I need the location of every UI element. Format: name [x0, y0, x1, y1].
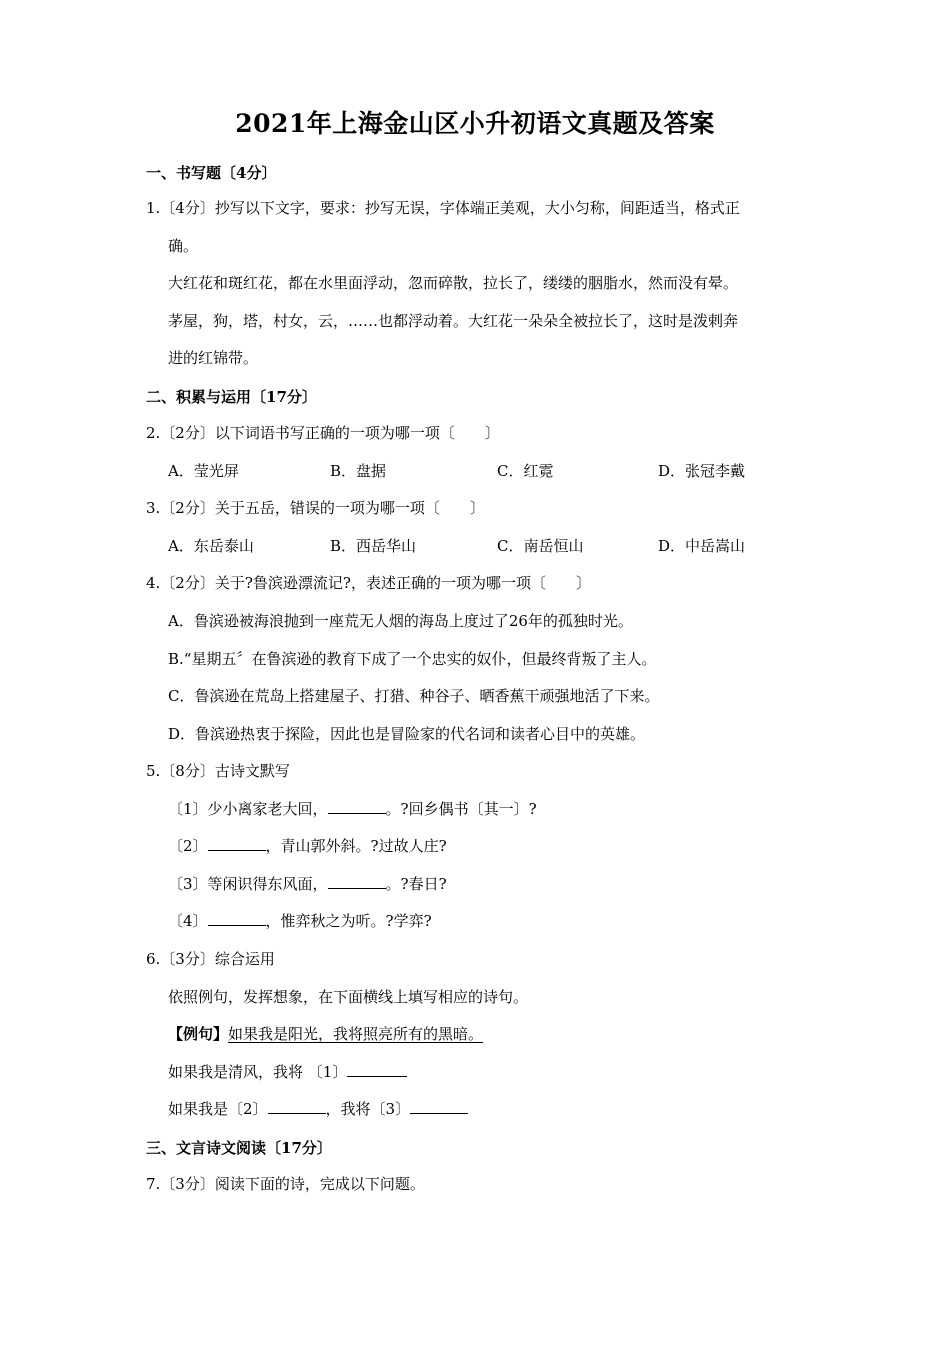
q5-item-3	[168, 874, 447, 894]
q4-option-b: B.“星期五〞在鲁滨逊的教育下成了一个忠实的奴仆，但最终背叛了主人。	[168, 650, 657, 668]
q5-item-4-post: ，惟弈秋之为听。?学弈?	[265, 912, 432, 930]
q6-example-label: 【例句】	[168, 1025, 229, 1043]
q2-option-b: B．盘据	[330, 462, 387, 480]
q7-stem: 7.〔3分〕阅读下面的诗，完成以下问题。	[146, 1175, 425, 1193]
q6-line-2	[168, 1099, 468, 1119]
q6-line-2-pre: 如果我是〔2〕	[168, 1100, 268, 1118]
q6-instruction: 依照例句，发挥想象，在下面横线上填写相应的诗句。	[168, 988, 529, 1006]
q1-passage-line1: 大红花和斑红花，都在水里面浮动，忽而碎散，拉长了，缕缕的胭脂水，然而没有晕。	[168, 274, 739, 292]
q5-item-3-pre: 〔3〕等闲识得东风面，	[168, 875, 328, 893]
q1-stem-line1: 1.〔4分〕抄写以下文字，要求：抄写无误，字体端正美观，大小匀称，间距适当，格式正	[146, 199, 740, 217]
q4-option-d: D．鲁滨逊热衷于探险，因此也是冒险家的代名词和读者心目中的英雄。	[168, 725, 646, 743]
section-heading-2: 二、积累与运用〔17分〕	[146, 388, 317, 406]
answer-blank[interactable]	[347, 1062, 407, 1077]
q3-stem: 3.〔2分〕关于五岳，错误的一项为哪一项〔 〕	[146, 499, 485, 517]
answer-blank[interactable]	[208, 911, 266, 926]
answer-blank[interactable]	[328, 799, 386, 814]
q2-option-c: C．红霓	[497, 462, 554, 480]
section-heading-1: 一、书写题〔4分〕	[146, 164, 277, 182]
q4-option-a: A．鲁滨逊被海浪抛到一座荒无人烟的海岛上度过了26年的孤独时光。	[168, 612, 633, 630]
q5-item-2	[168, 836, 447, 856]
q5-item-2-pre: 〔2〕	[168, 837, 208, 855]
q1-stem-line2: 确。	[168, 237, 199, 255]
q5-item-1-post: 。?回乡偶书〔其一〕?	[385, 800, 537, 818]
q2-option-d: D．张冠李戴	[658, 462, 746, 480]
q4-option-c: C．鲁滨逊在荒岛上搭建屋子、打猎、种谷子、晒香蕉干顽强地活了下来。	[168, 687, 660, 705]
q2-stem: 2.〔2分〕以下词语书写正确的一项为哪一项〔 〕	[146, 424, 500, 442]
q6-example	[168, 1024, 483, 1044]
q5-stem: 5.〔8分〕古诗文默写	[146, 762, 290, 780]
q6-example-text: 如果我是阳光，我将照亮所有的黑暗。	[228, 1025, 484, 1043]
q6-stem: 6.〔3分〕综合运用	[146, 950, 275, 968]
q3-option-d: D．中岳嵩山	[658, 537, 746, 555]
q1-passage-line3: 进的红锦带。	[168, 349, 259, 367]
q6-line-1	[168, 1062, 407, 1082]
answer-blank[interactable]	[208, 836, 266, 851]
q5-item-3-post: 。?春日?	[385, 875, 447, 893]
q6-line-1-text: 如果我是清风，我将 〔1〕	[168, 1063, 348, 1081]
page-title: 2021年上海金山区小升初语文真题及答案	[235, 109, 715, 138]
answer-blank[interactable]	[410, 1099, 468, 1114]
q3-option-c: C．南岳恒山	[497, 537, 584, 555]
q3-option-b: B．西岳华山	[330, 537, 417, 555]
q1-passage-line2: 茅屋，狗，塔，村女，云，……也都浮动着。大红花一朵朵全被拉长了，这时是泼剌奔	[168, 312, 739, 330]
answer-blank[interactable]	[328, 874, 386, 889]
q6-line-2-mid: ，我将〔3〕	[325, 1100, 411, 1118]
q5-item-1	[168, 799, 537, 819]
q2-option-a: A．莹光屏	[168, 462, 239, 480]
q5-item-2-post: ，青山郭外斜。?过故人庄?	[265, 837, 447, 855]
q5-item-4-pre: 〔4〕	[168, 912, 208, 930]
q5-item-4	[168, 911, 432, 931]
q4-stem: 4.〔2分〕关于?鲁滨逊漂流记?，表述正确的一项为哪一项〔 〕	[146, 574, 591, 592]
answer-blank[interactable]	[268, 1099, 326, 1114]
q5-item-1-pre: 〔1〕少小离家老大回，	[168, 800, 328, 818]
q3-option-a: A．东岳泰山	[168, 537, 254, 555]
section-heading-3: 三、文言诗文阅读〔17分〕	[146, 1139, 332, 1157]
